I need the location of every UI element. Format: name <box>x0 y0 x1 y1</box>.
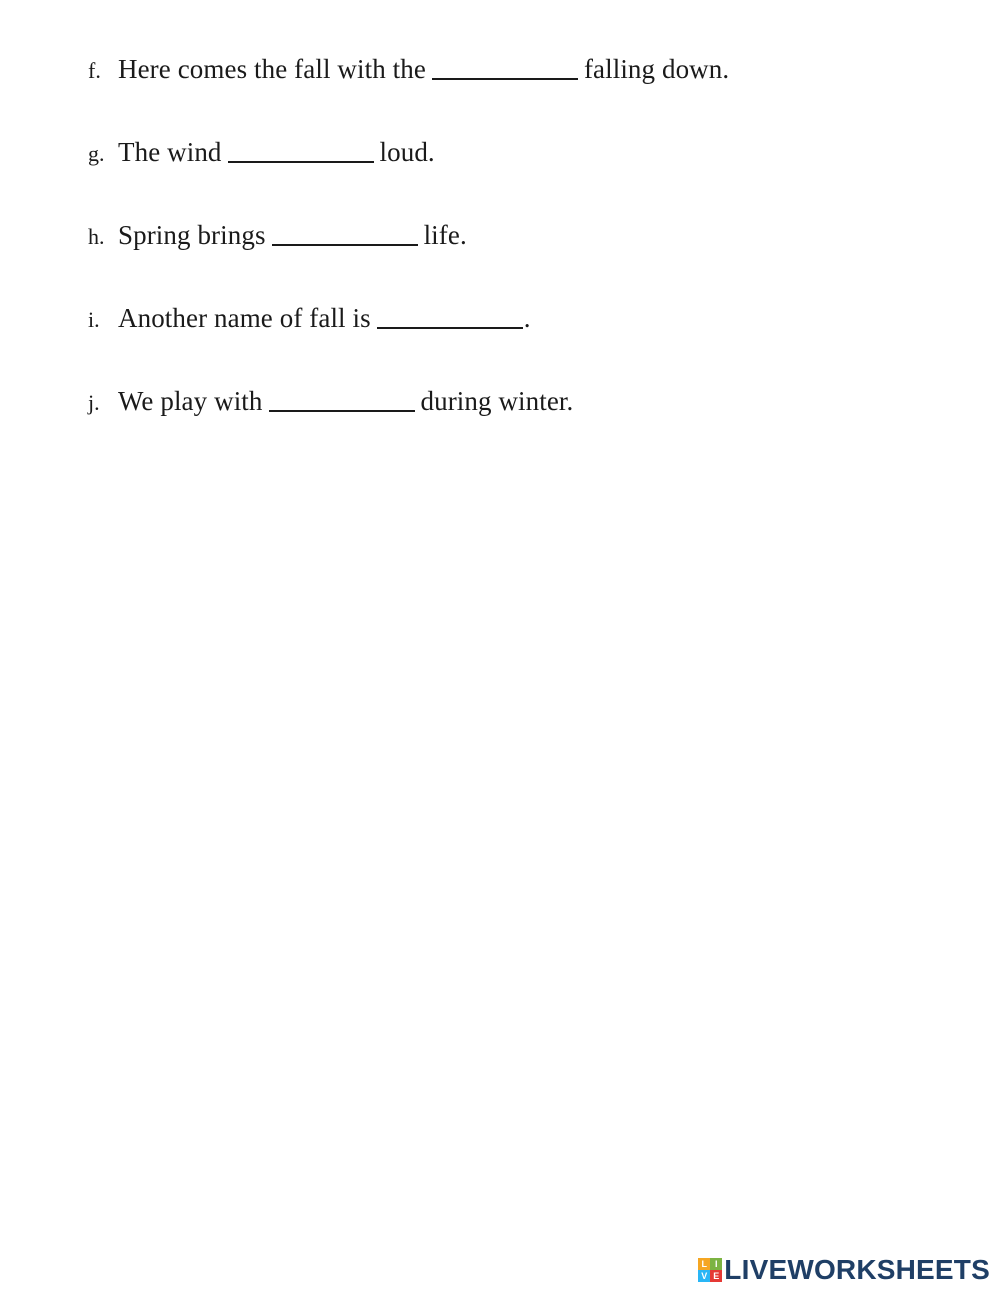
question-text-after: loud. <box>379 137 435 167</box>
logo-mark-cell: L <box>698 1258 710 1270</box>
question-letter: g. <box>88 141 105 166</box>
question-j <box>88 386 573 426</box>
question-g <box>88 137 435 177</box>
answer-blank[interactable] <box>228 160 374 163</box>
logo-mark-cell: V <box>698 1270 710 1282</box>
question-f <box>88 54 729 94</box>
answer-blank[interactable] <box>272 243 418 246</box>
logo-text: LIVEWORKSHEETS <box>724 1254 990 1285</box>
question-text-after: falling down. <box>583 54 730 84</box>
logo-mark-cell: I <box>710 1258 722 1270</box>
question-text-after: during winter. <box>420 386 574 416</box>
question-text-before: We play with <box>118 386 263 416</box>
question-letter: i. <box>88 307 100 332</box>
question-letter: j. <box>88 390 100 415</box>
question-h <box>88 220 467 260</box>
question-text-before: Here comes the fall with the <box>118 54 426 84</box>
question-text-after: life. <box>423 220 467 250</box>
logo-mark-icon <box>698 1258 722 1282</box>
question-i <box>88 303 531 343</box>
question-text-before: Another name of fall is <box>118 303 371 333</box>
logo-mark-cell: E <box>710 1270 722 1282</box>
answer-blank[interactable] <box>269 409 415 412</box>
answer-blank[interactable] <box>377 326 523 329</box>
question-letter: f. <box>88 58 101 83</box>
question-text-after: . <box>523 303 531 333</box>
liveworksheets-logo <box>698 1254 990 1286</box>
answer-blank[interactable] <box>432 77 578 80</box>
question-letter: h. <box>88 224 105 249</box>
question-text-before: The wind <box>118 137 222 167</box>
question-text-before: Spring brings <box>118 220 266 250</box>
